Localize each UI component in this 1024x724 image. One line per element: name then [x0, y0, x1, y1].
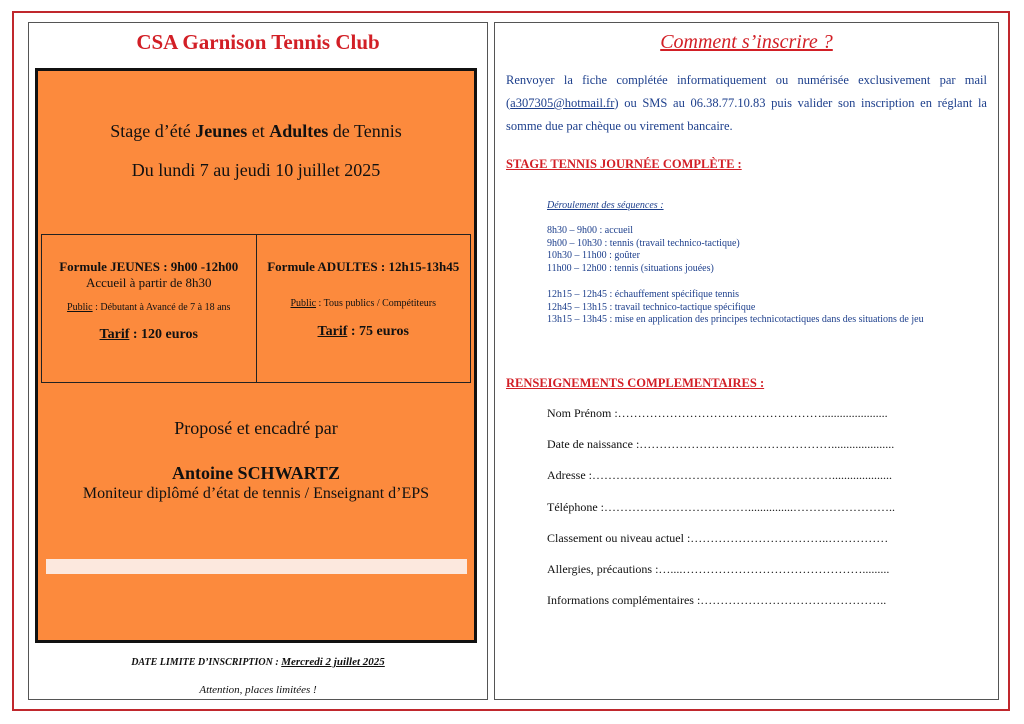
schedule-item: 12h15 – 12h45 : échauffement spécifique tennis: [547, 289, 739, 300]
registration-form: [547, 405, 895, 623]
formula-jeunes-public: Public : Débutant à Avancé de 7 à 18 ans: [67, 302, 231, 313]
formula-jeunes-title: Formule JEUNES : 9h00 -12h00: [59, 259, 239, 274]
proposed-by: Proposé et encadré par: [174, 418, 338, 438]
schedule-jeunes: [547, 225, 740, 275]
registration-panel: [494, 22, 999, 700]
formula-adultes-tarif: Tarif : 75 euros: [317, 324, 409, 339]
schedule-item: 13h15 – 13h45 : mise en application des principes technicotactiques dans des situations de jeu: [547, 314, 924, 326]
limited-places-note: Attention, places limitées !: [199, 684, 317, 696]
registration-instructions: Renvoyer la fiche complétée informatiquement ou numérisée exclusivement par mail (a307305@hotmail.fr) ou SMS au 06.38.77.10.83 puis valider son inscription en réglant la somme due par chèque ou virement bancaire.: [506, 73, 987, 133]
formula-adultes-title: Formule ADULTES : 12h15-13h45: [267, 259, 460, 274]
stage-jeunes: Jeunes: [195, 121, 248, 141]
formula-adultes-public: Public : Tous publics / Compétiteurs: [290, 298, 436, 309]
field-classement[interactable]: Classement ou niveau actuel :……………………………..……………: [547, 530, 889, 545]
flyer-panel: [28, 22, 488, 700]
club-title: CSA Garnison Tennis Club: [136, 30, 380, 54]
formula-jeunes: [42, 235, 256, 382]
field-allergies[interactable]: Allergies, précautions :…....……………………………………….........: [547, 561, 890, 576]
stage-full-day-heading: STAGE TENNIS JOURNÉE COMPLÈTE :: [506, 157, 742, 171]
formula-jeunes-subtitle: Accueil à partir de 8h30: [85, 275, 212, 290]
stage-info-box: [35, 68, 477, 643]
schedule-item: 9h00 – 10h30 : tennis (travail technico-tactique): [547, 237, 740, 249]
registration-deadline: DATE LIMITE D’INSCRIPTION : Mercredi 2 juillet 2025: [131, 656, 385, 668]
schedule-item: 11h00 – 12h00 : tennis (situations jouées): [547, 262, 714, 274]
additional-info-heading: RENSEIGNEMENTS COMPLEMENTAIRES :: [506, 376, 765, 390]
stage-title: Stage d’été Jeunes et Adultes de Tennis: [110, 121, 402, 141]
stage-adultes: Adultes: [269, 121, 329, 141]
sequence-heading: Déroulement des séquences :: [547, 200, 664, 211]
schedule-item: 12h45 – 13h15 : travail technico-tactique spécifique: [547, 301, 756, 313]
stage-dates: Du lundi 7 au jeudi 10 juillet 2025: [131, 160, 381, 180]
how-to-register-title: Comment s’inscrire ?: [660, 31, 833, 53]
schedule-adultes: [547, 289, 924, 327]
formula-jeunes-tarif: Tarif : 120 euros: [99, 327, 198, 342]
deadline-date: Mercredi 2 juillet 2025: [281, 656, 385, 668]
formula-adultes: [256, 235, 471, 382]
schedule-item: 8h30 – 9h00 : accueil: [547, 225, 634, 236]
formula-table: [41, 234, 471, 383]
field-adresse[interactable]: Adresse :……………………………………………………....................: [547, 468, 892, 483]
decorative-bar: [46, 559, 467, 574]
instructor-role: Moniteur diplômé d’état de tennis / Enseignant d’EPS: [82, 485, 430, 502]
field-informations[interactable]: Informations complémentaires :………………………………………..: [547, 593, 887, 608]
field-nom-prenom[interactable]: Nom Prénom :……………………………………………......................: [547, 406, 888, 420]
contact-email-link[interactable]: a307305@hotmail.fr: [510, 96, 615, 110]
instructor-name: Antoine SCHWARTZ: [172, 463, 340, 483]
field-telephone[interactable]: Téléphone :………………………………...............……………………..: [547, 499, 895, 514]
field-date-naissance[interactable]: Date de naissance :………………………………………….....................: [547, 437, 895, 452]
schedule-item: 10h30 – 11h00 : goûter: [547, 250, 640, 262]
